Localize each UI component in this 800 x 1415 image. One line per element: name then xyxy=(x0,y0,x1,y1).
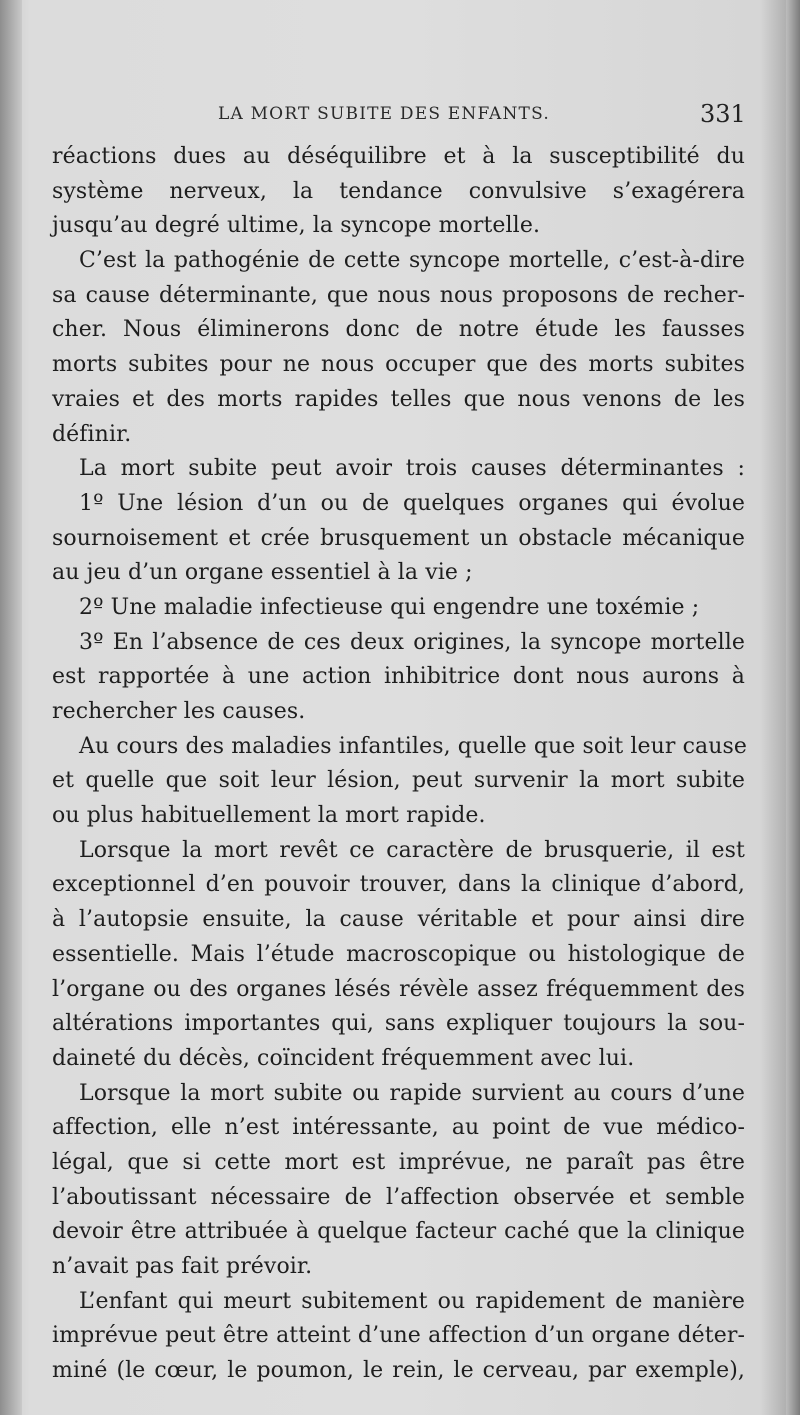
text-line: système nerveux, la tendance convulsive s’exagérera xyxy=(52,178,745,204)
text-line: daineté du décès, coïncident fréquemment avec lui. xyxy=(52,1045,635,1071)
text-line: est rapportée à une action inhibitrice dont nous aurons à xyxy=(52,664,745,690)
text-line: légal, que si cette mort est imprévue, ne paraît pas être xyxy=(52,1149,745,1175)
body-text xyxy=(52,140,748,1389)
text-line: exceptionnel d’en pouvoir trouver, dans la clinique d’abord, xyxy=(52,872,745,898)
text-line: essentielle. Mais l’étude macroscopique ou histologique de xyxy=(52,941,745,967)
text-line: devoir être attribuée à quelque facteur caché que la clinique xyxy=(52,1219,745,1245)
text-line: Lorsque la mort revêt ce caractère de brusquerie, il est xyxy=(79,837,745,863)
text-line: 2º Une maladie infectieuse qui engendre une toxémie ; xyxy=(79,594,700,620)
text-line: 3º En l’absence de ces deux origines, la syncope mortelle xyxy=(79,629,745,655)
text-line: l’aboutissant nécessaire de l’affection observée et semble xyxy=(52,1184,745,1210)
text-line: l’organe ou des organes lésés révèle assez fréquemment des xyxy=(52,976,745,1002)
page-number: 331 xyxy=(700,100,746,128)
text-line: sournoisement et crée brusquement un obstacle mécanique xyxy=(52,525,745,551)
binding-shadow xyxy=(0,0,22,1415)
text-line: morts subites pour ne nous occuper que des morts subites xyxy=(52,352,745,378)
text-line: rechercher les causes. xyxy=(52,699,306,724)
running-head: LA MORT SUBITE DES ENFANTS. xyxy=(218,104,550,124)
text-line: définir. xyxy=(52,421,132,447)
text-line: Lorsque la mort subite ou rapide survient au cours d’une xyxy=(79,1080,745,1106)
text-line: La mort subite peut avoir trois causes déterminantes : xyxy=(79,456,745,482)
text-line: et quelle que soit leur lésion, peut survenir la mort subite xyxy=(52,768,745,794)
page-edge xyxy=(786,0,800,1415)
text-line: C’est la pathogénie de cette syncope mortelle, c’est-à-dire xyxy=(79,248,745,274)
text-line: n’avait pas fait prévoir. xyxy=(52,1254,313,1279)
text-line: vraies et des morts rapides telles que nous venons de les xyxy=(52,386,745,412)
text-line: 1º Une lésion d’un ou de quelques organes qui évolue xyxy=(79,490,745,516)
text-line: au jeu d’un organe essentiel à la vie ; xyxy=(52,560,473,586)
text-line: Au cours des maladies infantiles, quelle que soit leur cause xyxy=(79,733,748,759)
text-line: affection, elle n’est intéressante, au point de vue médico- xyxy=(52,1115,745,1141)
text-line: réactions dues au déséquilibre et à la susceptibilité du xyxy=(52,144,745,169)
text-line: à l’autopsie ensuite, la cause véritable et pour ainsi dire xyxy=(52,907,745,933)
text-line: jusqu’au degré ultime, la syncope mortelle. xyxy=(52,213,541,239)
text-line: imprévue peut être atteint d’une affection d’un organe déter- xyxy=(52,1323,745,1349)
text-line: altérations importantes qui, sans expliquer toujours la sou- xyxy=(52,1011,745,1037)
text-line: L’enfant qui meurt subitement ou rapidement de manière xyxy=(79,1288,745,1314)
text-line: ou plus habituellement la mort rapide. xyxy=(52,803,486,829)
text-line: sa cause déterminante, que nous nous proposons de recher- xyxy=(52,282,745,308)
text-line: cher. Nous éliminerons donc de notre étude les fausses xyxy=(52,317,745,343)
text-line: miné (le cœur, le poumon, le rein, le cerveau, par exemple), xyxy=(52,1358,745,1384)
